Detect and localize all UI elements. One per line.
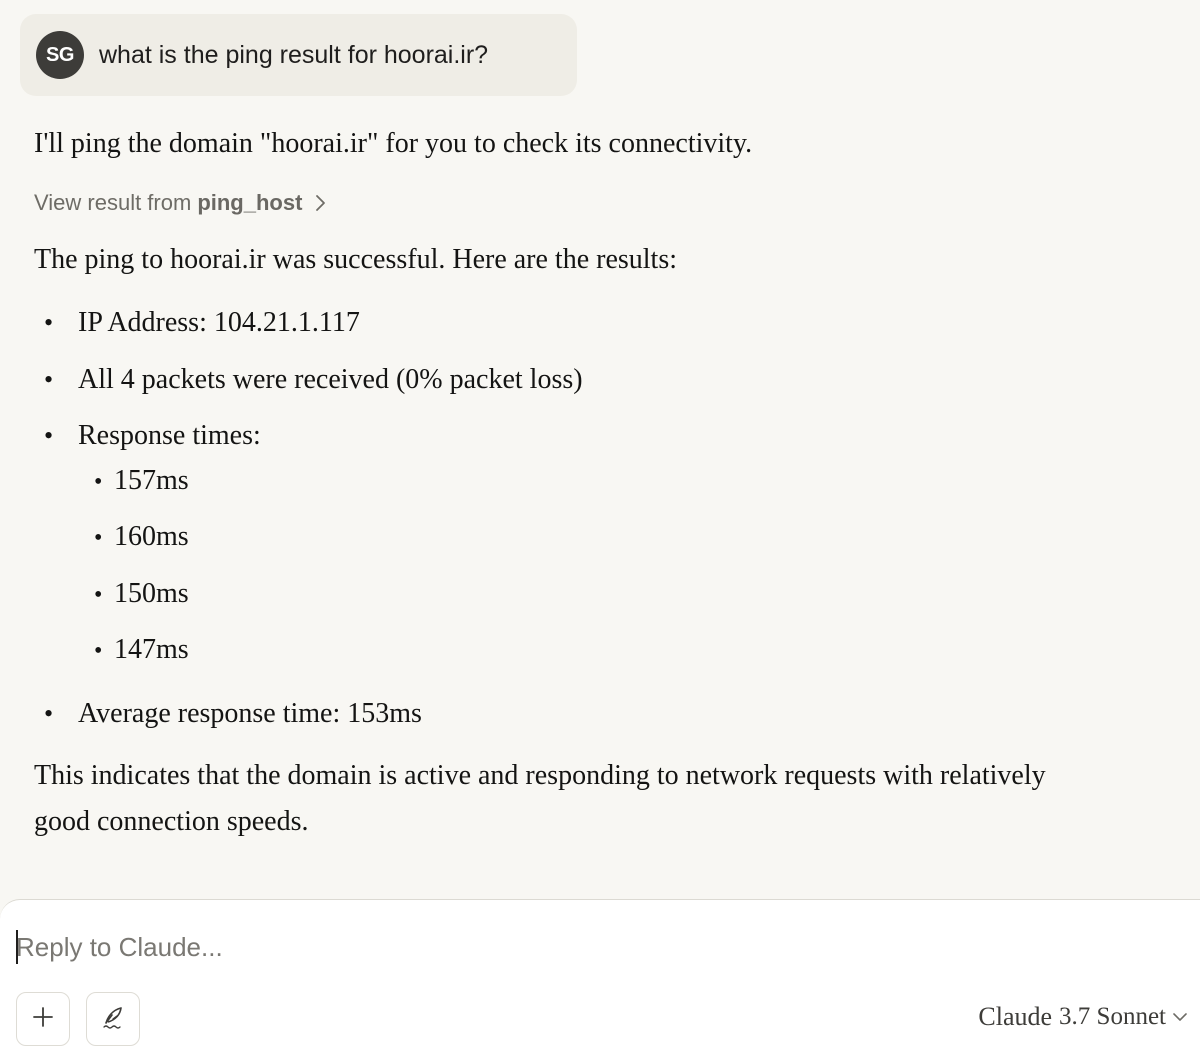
packets-text: All 4 packets were received (0% packet loss) (78, 364, 583, 395)
model-version: 3.7 Sonnet (1059, 1003, 1166, 1030)
assistant-conclusion-line-2: good connection speeds. (34, 806, 309, 837)
user-message-bubble (20, 14, 577, 96)
list-item: • 160ms (94, 521, 189, 552)
response-time-value: 160ms (114, 521, 189, 552)
user-message-text: what is the ping result for hoorai.ir? (99, 40, 489, 69)
plus-icon (31, 1005, 55, 1034)
style-button[interactable] (86, 992, 140, 1046)
response-time-value: 147ms (114, 634, 189, 665)
feather-pen-icon (100, 1004, 126, 1035)
ip-address-text: IP Address: 104.21.1.117 (78, 307, 360, 338)
list-item: • 147ms (94, 634, 189, 665)
assistant-intro: I'll ping the domain "hoorai.ir" for you to check its connectivity. (34, 128, 753, 159)
response-times-label: Response times: (78, 420, 261, 451)
average-response-text: Average response time: 153ms (78, 698, 422, 729)
assistant-conclusion-line-1: This indicates that the domain is active and responding to network requests with relatively (34, 760, 1046, 791)
model-name: Claude (978, 1002, 1053, 1031)
list-item: • 157ms (94, 465, 189, 496)
avatar: SG (36, 31, 84, 79)
add-button[interactable] (16, 992, 70, 1046)
tool-result-prefix: View result from (34, 190, 192, 215)
model-selector[interactable] (978, 1002, 1188, 1032)
assistant-summary: The ping to hoorai.ir was successful. Here are the results: (34, 244, 678, 275)
response-time-value: 150ms (114, 578, 189, 609)
view-tool-result-link[interactable] (34, 190, 326, 216)
chevron-down-icon (1172, 1012, 1188, 1022)
chevron-right-icon (314, 194, 326, 212)
response-time-value: 157ms (114, 465, 189, 496)
reply-input[interactable] (16, 924, 916, 970)
list-item: • IP Address: 104.21.1.117 (44, 307, 360, 338)
list-item: • Response times: (44, 420, 261, 451)
list-item: • Average response time: 153ms (44, 698, 422, 729)
list-item: • All 4 packets were received (0% packet loss) (44, 364, 583, 395)
list-item: • 150ms (94, 578, 189, 609)
reply-composer (0, 899, 1200, 1060)
tool-name: ping_host (197, 190, 303, 215)
